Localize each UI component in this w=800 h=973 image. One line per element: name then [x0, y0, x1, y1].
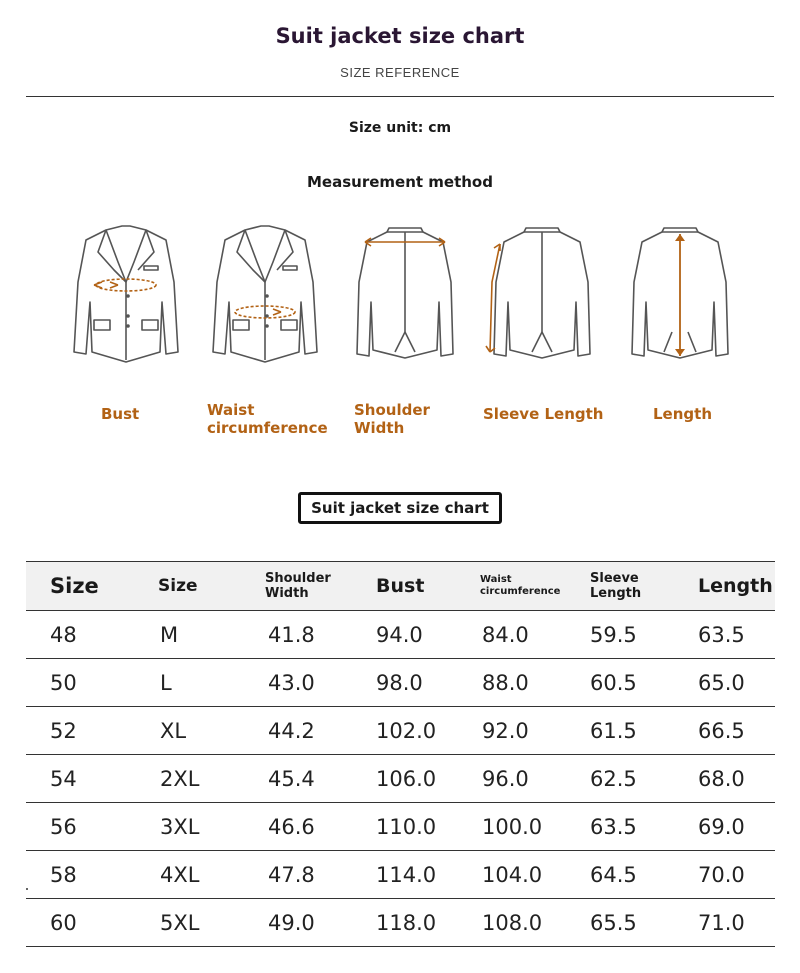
- cell-size-number: 58: [50, 862, 77, 887]
- cell-size-number: 56: [50, 814, 77, 839]
- cell-sleeve-length: 61.5: [590, 718, 637, 743]
- cell-bust: 94.0: [376, 622, 423, 647]
- size-unit-note: Size unit: cm: [348, 120, 452, 136]
- cell-sleeve-length: 62.5: [590, 766, 637, 791]
- cell-length: 71.0: [698, 910, 745, 935]
- cell-sleeve-length: 65.5: [590, 910, 637, 935]
- cell-bust: 98.0: [376, 670, 423, 695]
- col-header-length: Length: [698, 575, 773, 597]
- sleeve-length-label: Sleeve Length: [483, 405, 604, 423]
- page-subtitle: SIZE REFERENCE: [340, 65, 460, 80]
- divider: [26, 96, 774, 97]
- cell-length: 70.0: [698, 862, 745, 887]
- cell-size-number: 52: [50, 718, 77, 743]
- col-header-size: Size: [50, 574, 99, 598]
- jacket-back-length-icon: [620, 222, 740, 367]
- table-row: [26, 659, 775, 707]
- cell-size-letter: 2XL: [160, 766, 200, 791]
- cell-waist: 104.0: [482, 862, 543, 887]
- size-chart-title: Suit jacket size chart: [298, 492, 502, 524]
- cell-size-letter: XL: [160, 718, 187, 743]
- cell-bust: 114.0: [376, 862, 437, 887]
- cell-shoulder-width: 46.6: [268, 814, 315, 839]
- shoulder-width-label: Shoulder Width: [354, 401, 430, 437]
- cell-waist: 108.0: [482, 910, 543, 935]
- cell-waist: 100.0: [482, 814, 543, 839]
- cell-waist: 84.0: [482, 622, 529, 647]
- cell-sleeve-length: 59.5: [590, 622, 637, 647]
- col-header-shoulder-width: Shoulder Width: [265, 571, 331, 601]
- bust-label: Bust: [101, 405, 140, 423]
- waist-label: Waist circumference: [207, 401, 328, 437]
- cell-waist: 88.0: [482, 670, 529, 695]
- table-row: [26, 611, 775, 659]
- table-row: [26, 803, 775, 851]
- cell-sleeve-length: 64.5: [590, 862, 637, 887]
- cell-length: 69.0: [698, 814, 745, 839]
- length-label: Length: [653, 405, 712, 423]
- cell-size-number: 60: [50, 910, 77, 935]
- col-header-sleeve-length: Sleeve Length: [590, 571, 642, 601]
- cell-size-letter: 3XL: [160, 814, 200, 839]
- cell-shoulder-width: 45.4: [268, 766, 315, 791]
- cell-length: 66.5: [698, 718, 745, 743]
- table-row: [26, 851, 775, 899]
- table-row: [26, 707, 775, 755]
- cell-length: 68.0: [698, 766, 745, 791]
- cell-size-letter: 4XL: [160, 862, 200, 887]
- col-header-bust: Bust: [376, 575, 425, 597]
- cell-sleeve-length: 63.5: [590, 814, 637, 839]
- cell-shoulder-width: 47.8: [268, 862, 315, 887]
- size-table: [26, 561, 775, 947]
- col-header-size-letter: Size: [158, 576, 198, 596]
- cell-shoulder-width: 41.8: [268, 622, 315, 647]
- cell-size-letter: 5XL: [160, 910, 200, 935]
- cell-bust: 110.0: [376, 814, 437, 839]
- cell-size-number: 50: [50, 670, 77, 695]
- jacket-front-waist-icon: [205, 222, 325, 367]
- table-row: [26, 899, 775, 947]
- cell-length: 65.0: [698, 670, 745, 695]
- jacket-front-bust-icon: [66, 222, 186, 367]
- jacket-back-shoulder-icon: [345, 222, 465, 367]
- cell-length: 63.5: [698, 622, 745, 647]
- col-header-waist: Waist circumference: [480, 574, 561, 597]
- cell-size-letter: M: [160, 622, 179, 647]
- page-title: Suit jacket size chart: [275, 24, 525, 48]
- table-header-row: [26, 562, 775, 611]
- cell-bust: 102.0: [376, 718, 437, 743]
- cell-shoulder-width: 44.2: [268, 718, 315, 743]
- measurement-method-heading: Measurement method: [307, 173, 493, 191]
- cell-size-letter: L: [160, 670, 172, 695]
- cell-waist: 92.0: [482, 718, 529, 743]
- cell-bust: 118.0: [376, 910, 437, 935]
- cell-shoulder-width: 49.0: [268, 910, 315, 935]
- cell-bust: 106.0: [376, 766, 437, 791]
- speck: [26, 888, 28, 890]
- cell-size-number: 48: [50, 622, 77, 647]
- jacket-back-sleeve-icon: [482, 222, 602, 367]
- cell-sleeve-length: 60.5: [590, 670, 637, 695]
- cell-shoulder-width: 43.0: [268, 670, 315, 695]
- cell-size-number: 54: [50, 766, 77, 791]
- cell-waist: 96.0: [482, 766, 529, 791]
- table-row: [26, 755, 775, 803]
